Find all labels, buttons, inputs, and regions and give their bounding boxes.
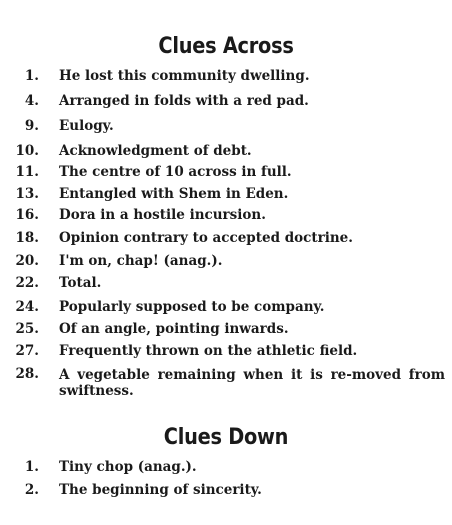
clue-number: 13. — [15, 186, 39, 202]
clue-text: Dora in a hostile incursion. — [59, 207, 266, 223]
clue-across-22 — [0, 273, 452, 294]
clue-text: Acknowledgment of debt. — [59, 143, 252, 159]
clue-across-20 — [0, 251, 452, 272]
clue-across-24 — [0, 297, 452, 318]
clue-text: The beginning of sincerity. — [59, 482, 262, 498]
clue-text: Frequently thrown on the athletic field. — [59, 343, 358, 359]
clue-text: He lost this community dwelling. — [59, 68, 310, 84]
clue-number: 1. — [24, 459, 39, 475]
clue-down-2 — [0, 480, 452, 501]
clue-number: 22. — [15, 275, 39, 291]
clue-across-16 — [0, 205, 452, 226]
clue-text: The centre of 10 across in full. — [59, 164, 292, 180]
clue-across-27 — [0, 341, 452, 362]
clue-across-25 — [0, 319, 452, 340]
clue-across-13 — [0, 184, 452, 205]
clue-across-9 — [0, 116, 452, 137]
clue-text: Popularly supposed to be company. — [59, 299, 325, 315]
clue-text: I'm on, chap! (anag.). — [59, 253, 223, 269]
clue-number: 9. — [24, 118, 39, 134]
clue-across-4 — [0, 91, 452, 112]
clues-across-heading: Clues Across — [158, 34, 294, 59]
clues-down-heading: Clues Down — [163, 425, 289, 450]
clue-down-1 — [0, 457, 452, 478]
clue-number: 25. — [15, 321, 39, 337]
clue-number: 2. — [24, 482, 39, 498]
clue-text: Total. — [59, 275, 102, 291]
clue-across-10 — [0, 141, 452, 162]
clue-number: 16. — [15, 207, 39, 223]
clue-text: Tiny chop (anag.). — [59, 459, 197, 475]
clue-text: Eulogy. — [59, 118, 114, 134]
clue-number: 20. — [15, 253, 39, 269]
clue-across-11 — [0, 162, 452, 183]
clue-text: Of an angle, pointing inwards. — [59, 321, 289, 337]
clue-number: 28. — [15, 366, 39, 382]
clue-number: 1. — [24, 68, 39, 84]
clue-text: A vegetable remaining when it is re-moved from swiftness. — [59, 367, 445, 399]
clue-number: 10. — [15, 143, 39, 159]
clue-across-18 — [0, 228, 452, 249]
clue-number: 11. — [15, 164, 39, 180]
clue-number: 27. — [15, 343, 39, 359]
clue-number: 18. — [15, 230, 39, 246]
clue-across-28 — [0, 364, 452, 400]
clue-number: 4. — [24, 93, 39, 109]
clue-text: Opinion contrary to accepted doctrine. — [59, 230, 353, 246]
clue-text: Entangled with Shem in Eden. — [59, 186, 289, 202]
clue-across-1 — [0, 66, 452, 87]
clue-number: 24. — [15, 299, 39, 315]
clue-text: Arranged in folds with a red pad. — [59, 93, 309, 109]
